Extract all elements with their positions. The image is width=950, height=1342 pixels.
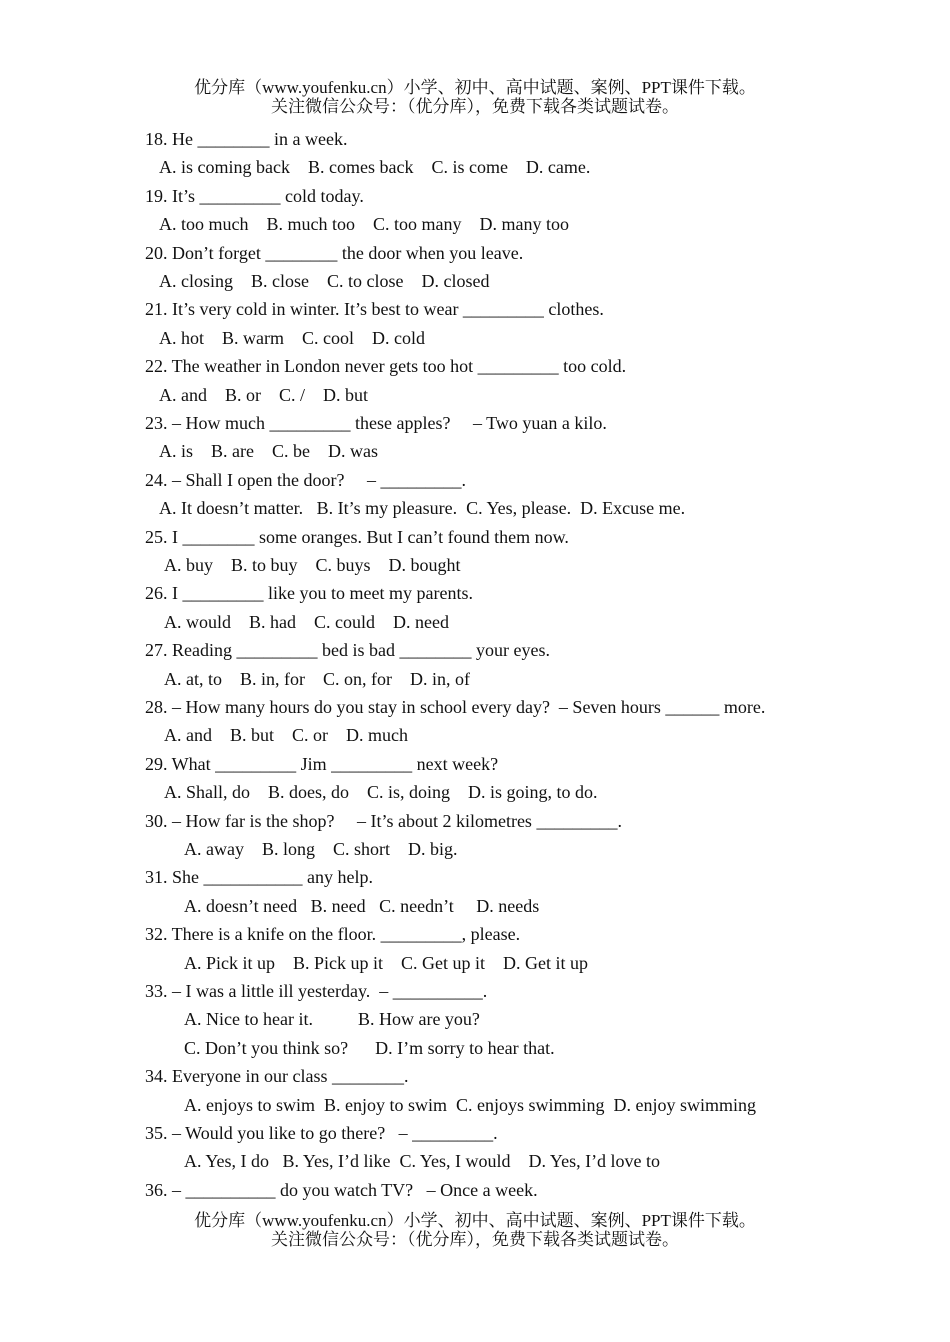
question-20: 20. Don’t forget ________ the door when you leave. [145, 243, 524, 263]
question-25: 25. I ________ some oranges. But I can’t found them now. [145, 527, 569, 547]
question-34: 34. Everyone in our class ________. [145, 1066, 409, 1086]
question-21: 21. It’s very cold in winter. It’s best to wear _________ clothes. [145, 299, 604, 319]
question-35: 35. – Would you like to go there? – _________. [145, 1123, 498, 1143]
question-19: 19. It’s _________ cold today. [145, 186, 364, 206]
options-29: A. Shall, do B. does, do C. is, doing D. is going, to do. [164, 782, 598, 802]
question-28: 28. – How many hours do you stay in school every day? – Seven hours ______ more. [145, 697, 766, 717]
footer-line-1: 优分库（www.youfenku.cn）小学、初中、高中试题、案例、PPT课件下载。 [194, 1211, 756, 1230]
question-22: 22. The weather in London never gets too hot _________ too cold. [145, 356, 627, 376]
question-33: 33. – I was a little ill yesterday. – __________. [145, 981, 488, 1001]
options-25: A. buy B. to buy C. buys D. bought [164, 555, 461, 575]
options-35: A. Yes, I do B. Yes, I’d like C. Yes, I would D. Yes, I’d love to [184, 1151, 661, 1171]
question-26: 26. I _________ like you to meet my parents. [145, 583, 473, 603]
options-21: A. hot B. warm C. cool D. cold [159, 328, 425, 348]
options-27: A. at, to B. in, for C. on, for D. in, of [164, 669, 470, 689]
question-32: 32. There is a knife on the floor. _________, please. [145, 924, 521, 944]
question-29: 29. What _________ Jim _________ next week? [145, 754, 499, 774]
options-20: A. closing B. close C. to close D. closed [159, 271, 490, 291]
page-footer [0, 1211, 950, 1249]
header-line-1: 优分库（www.youfenku.cn）小学、初中、高中试题、案例、PPT课件下载。 [194, 78, 756, 97]
question-27: 27. Reading _________ bed is bad ________ your eyes. [145, 640, 550, 660]
options-26: A. would B. had C. could D. need [164, 612, 449, 632]
options-32: A. Pick it up B. Pick up it C. Get up it D. Get it up [184, 953, 588, 973]
page-header [0, 78, 950, 116]
options-19: A. too much B. much too C. too many D. many too [159, 214, 569, 234]
question-18: 18. He ________ in a week. [145, 129, 348, 149]
options-34: A. enjoys to swim B. enjoy to swim C. enjoys swimming D. enjoy swimming [184, 1095, 757, 1115]
question-24: 24. – Shall I open the door? – _________. [145, 470, 466, 490]
header-line-2: 关注微信公众号：（优分库），免费下载各类试题试卷。 [271, 97, 679, 116]
options-18: A. is coming back B. comes back C. is come D. came. [159, 157, 591, 177]
options-33-cd: C. Don’t you think so? D. I’m sorry to hear that. [184, 1038, 555, 1058]
options-23: A. is B. are C. be D. was [159, 441, 378, 461]
question-31: 31. She ___________ any help. [145, 867, 373, 887]
options-22: A. and B. or C. / D. but [159, 385, 368, 405]
options-31: A. doesn’t need B. need C. needn’t D. needs [184, 896, 540, 916]
question-23: 23. – How much _________ these apples? – Two yuan a kilo. [145, 413, 607, 433]
question-30: 30. – How far is the shop? – It’s about 2 kilometres _________. [145, 811, 622, 831]
options-30: A. away B. long C. short D. big. [184, 839, 458, 859]
options-24: A. It doesn’t matter. B. It’s my pleasure. C. Yes, please. D. Excuse me. [159, 498, 686, 518]
options-28: A. and B. but C. or D. much [164, 725, 408, 745]
footer-line-2: 关注微信公众号：（优分库），免费下载各类试题试卷。 [271, 1230, 679, 1249]
question-36: 36. – __________ do you watch TV? – Once a week. [145, 1180, 538, 1200]
options-33-ab: A. Nice to hear it. B. How are you? [184, 1009, 480, 1029]
